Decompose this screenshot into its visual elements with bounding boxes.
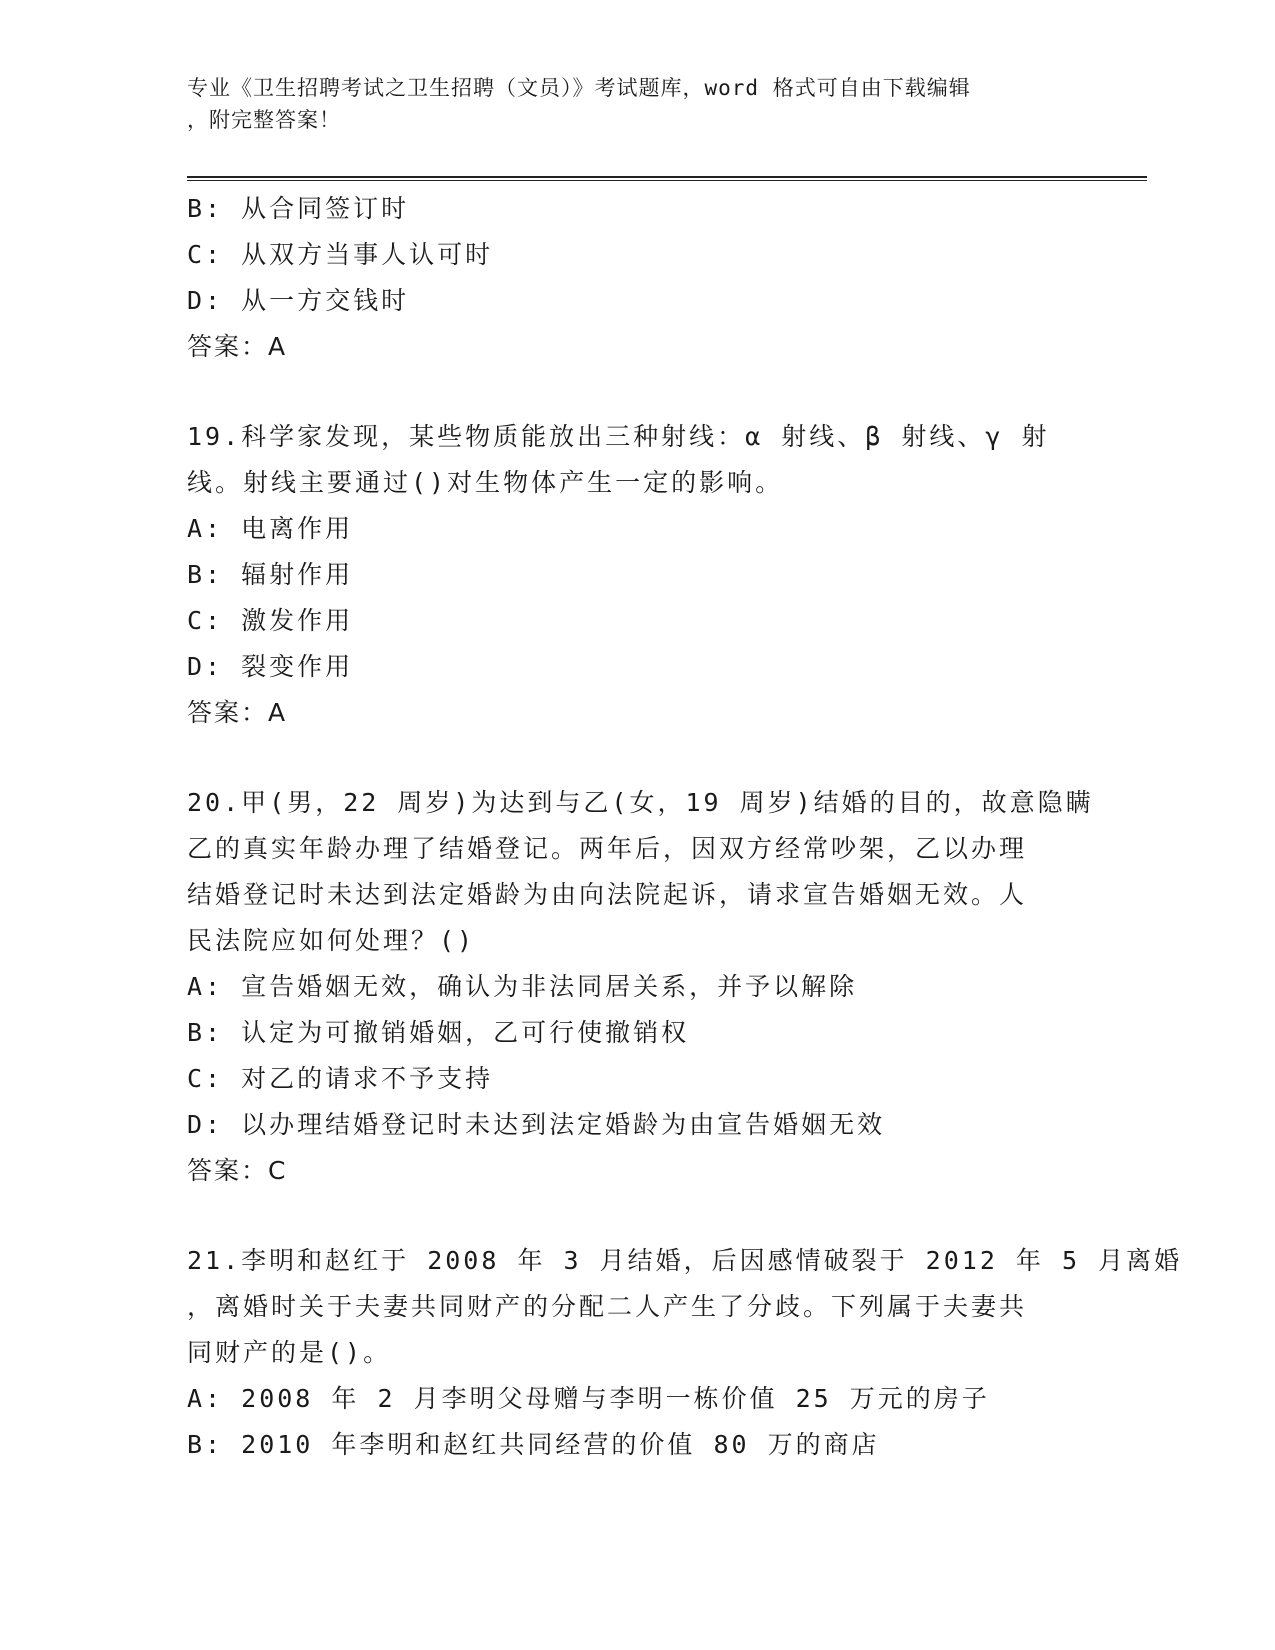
question-stem-line: 线。射线主要通过()对生物体产生一定的影响。	[187, 468, 784, 497]
question-list	[187, 186, 1183, 1468]
option-a: A: 电离作用	[187, 514, 354, 543]
question-stem-line: 同财产的是()。	[187, 1338, 392, 1367]
question-stem-line: 结婚登记时未达到法定婚龄为由向法院起诉，请求宣告婚姻无效。人	[187, 880, 1028, 909]
header-title-line-1: 专业《卫生招聘考试之卫生招聘（文员）》考试题库，word 格式可自由下载编辑	[187, 76, 971, 100]
header-divider	[187, 176, 1147, 181]
question-stem-line: 21.李明和赵红于 2008 年 3 月结婚，后因感情破裂于 2012 年 5 月离婚	[187, 1246, 1183, 1275]
answer: 答案：A	[187, 332, 288, 361]
question-21	[187, 1238, 1183, 1468]
option-b: B: 从合同签订时	[187, 194, 410, 223]
question-19	[187, 414, 1087, 736]
question-stem-line: 民法院应如何处理？()	[187, 926, 476, 955]
header-title-line-2: ，附完整答案！	[187, 108, 341, 132]
option-b: B: 2010 年李明和赵红共同经营的价值 80 万的商店	[187, 1430, 880, 1459]
option-d: D: 从一方交钱时	[187, 286, 410, 315]
question-stem-line: ，离婚时关于夫妻共同财产的分配二人产生了分歧。下列属于夫妻共	[187, 1292, 1028, 1321]
option-c: C: 激发作用	[187, 606, 354, 635]
question-18	[187, 186, 1087, 370]
document-header	[187, 72, 1067, 136]
question-stem-line: 20.甲(男，22 周岁)为达到与乙(女，19 周岁)结婚的目的，故意隐瞒	[187, 788, 1094, 817]
option-c: C: 从双方当事人认可时	[187, 240, 494, 269]
option-d: D: 以办理结婚登记时未达到法定婚龄为由宣告婚姻无效	[187, 1110, 886, 1139]
option-b: B: 认定为可撤销婚姻，乙可行使撤销权	[187, 1018, 690, 1047]
question-stem-line: 19.科学家发现，某些物质能放出三种射线：α 射线、β 射线、γ 射	[187, 422, 1050, 451]
option-a: A: 宣告婚姻无效，确认为非法同居关系，并予以解除	[187, 972, 858, 1001]
option-c: C: 对乙的请求不予支持	[187, 1064, 494, 1093]
option-a: A: 2008 年 2 月李明父母赠与李明一栋价值 25 万元的房子	[187, 1384, 990, 1413]
answer: 答案：A	[187, 698, 288, 727]
question-20	[187, 780, 1094, 1194]
answer: 答案：C	[187, 1156, 288, 1185]
option-b: B: 辐射作用	[187, 560, 354, 589]
option-d: D: 裂变作用	[187, 652, 354, 681]
question-stem-line: 乙的真实年龄办理了结婚登记。两年后，因双方经常吵架，乙以办理	[187, 834, 1028, 863]
